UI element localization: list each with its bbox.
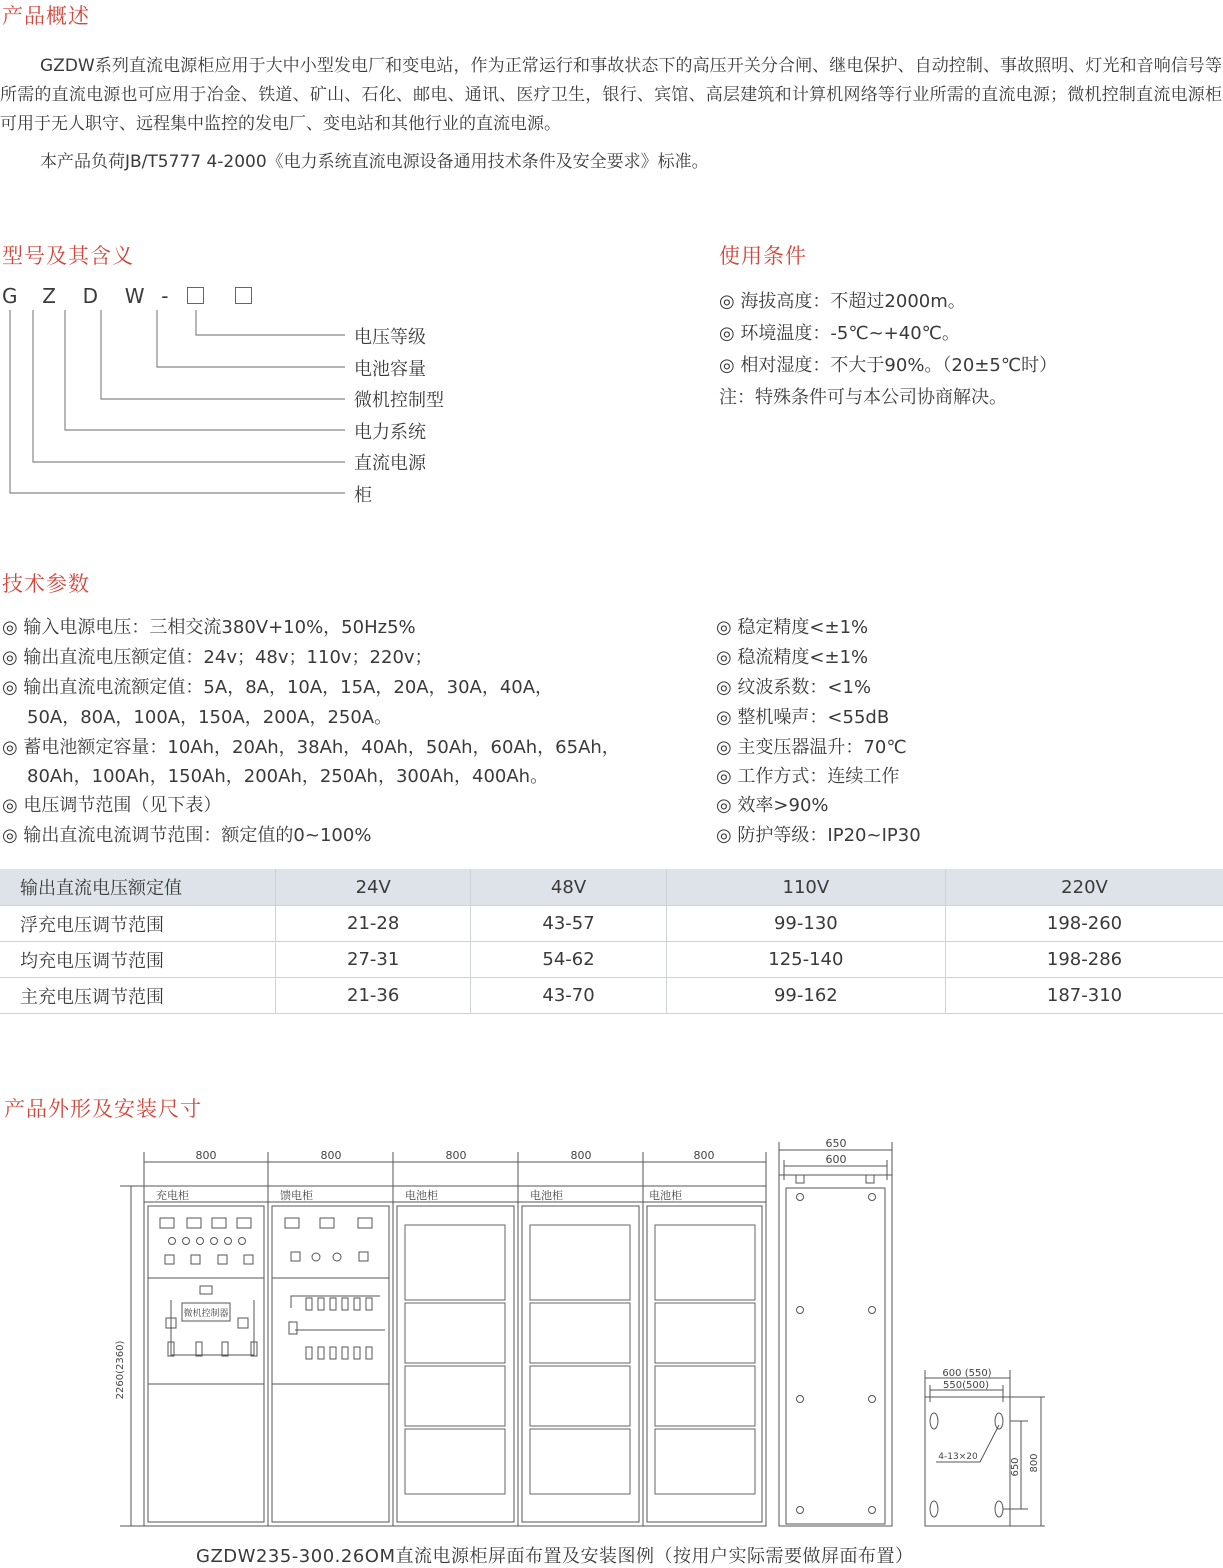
dim-base-holes: 4-13×20	[938, 1452, 978, 1462]
cabinet-label-charge: 充电柜	[156, 1189, 189, 1202]
table-row	[0, 978, 1223, 1014]
dim-height: 2260(2360)	[115, 1340, 126, 1400]
tech-right-1: ◎ 稳流精度<±1%	[716, 647, 869, 668]
table-cell: 125-140	[666, 942, 945, 978]
table-cell: 21-28	[276, 906, 471, 942]
model-letter-d: D	[82, 284, 99, 308]
meaning-voltage-grade: 电压等级	[354, 327, 426, 348]
tech-left-2: ◎ 输出直流电流额定值：5A，8A，10A，15A，20A，30A，40A，	[2, 677, 554, 698]
cabinet-label-feeder: 馈电柜	[280, 1189, 313, 1202]
voltage-range-table	[0, 869, 1223, 1014]
cabinet-layout-drawing	[0, 1130, 1223, 1530]
meaning-power-system: 电力系统	[354, 422, 426, 443]
model-dash: -	[161, 284, 169, 308]
model-letter-z: Z	[42, 284, 56, 308]
table-cell: 99-162	[666, 978, 945, 1014]
dim-side-inner: 600	[825, 1153, 847, 1166]
model-letter-w: W	[124, 284, 145, 308]
dim-width-1: 800	[195, 1149, 217, 1162]
tech-left-7: ◎ 输出直流电流调节范围：额定值的0~100%	[2, 825, 372, 846]
dim-base-h2: 800	[1029, 1453, 1040, 1473]
tech-left-3: 50A，80A，100A，150A，200A，250A。	[27, 707, 393, 728]
table-cell: 54-62	[471, 942, 666, 978]
model-heading: 型号及其含义	[2, 244, 134, 268]
table-cell: 27-31	[276, 942, 471, 978]
tech-right-5: ◎ 工作方式：连续工作	[716, 766, 900, 787]
table-cell: 浮充电压调节范围	[0, 906, 276, 942]
table-cell: 主充电压调节范围	[0, 978, 276, 1014]
table-header-cell: 220V	[946, 869, 1223, 906]
meaning-cabinet: 柜	[354, 485, 372, 506]
tech-left-0: ◎ 输入电源电压：三相交流380V+10%，50Hz5%	[2, 617, 416, 638]
table-cell: 21-36	[276, 978, 471, 1014]
tech-right-7: ◎ 防护等级：IP20~IP30	[716, 825, 921, 846]
dim-width-2: 800	[320, 1149, 342, 1162]
tech-left-1: ◎ 输出直流电压额定值：24v；48v；110v；220v；	[2, 647, 433, 668]
tech-right-0: ◎ 稳定精度<±1%	[716, 617, 869, 638]
drawing-heading: 产品外形及安装尺寸	[4, 1097, 202, 1121]
overview-paragraph: GZDW系列直流电源柜应用于大中小型发电厂和变电站，作为正常运行和事故状态下的高压开关分合闸、继电保护、自动控制、事故照明、灯光和音响信号等所需的直流电源也可应用于冶金、铁道、矿山、石化、邮电、通讯、医疗卫生，银行、宾馆、高层建筑和计算机网络等行业所需的直流电源；微机控制直流电源柜可用于无人职守、远程集中监控的发电厂、变电站和其他行业的直流电源。	[0, 56, 1222, 134]
tech-left-5: 80Ah，100Ah，150Ah，200Ah，250Ah，300Ah，400Ah。	[27, 766, 549, 787]
tech-right-4: ◎ 主变压器温升：70℃	[716, 737, 907, 758]
controller-label: 微机控制器	[183, 1309, 229, 1319]
tech-left-4: ◎ 蓄电池额定容量：10Ah，20Ah，38Ah，40Ah，50Ah，60Ah，65Ah，	[2, 737, 620, 758]
table-cell: 187-310	[946, 978, 1223, 1014]
overview-heading: 产品概述	[2, 4, 90, 28]
dim-width-5: 800	[693, 1149, 715, 1162]
condition-altitude: ◎ 海拔高度：不超过2000m。	[719, 291, 966, 312]
table-cell: 198-260	[946, 906, 1223, 942]
table-header-cell: 24V	[276, 869, 471, 906]
tech-right-6: ◎ 效率>90%	[716, 795, 829, 816]
table-cell: 43-57	[471, 906, 666, 942]
table-header-row	[0, 869, 1223, 906]
cabinet-label-battery-2: 电池柜	[530, 1189, 563, 1202]
meaning-microcontrol: 微机控制型	[354, 390, 444, 411]
condition-note: 注：特殊条件可与本公司协商解决。	[719, 387, 1007, 408]
cabinet-label-battery-3: 电池柜	[649, 1189, 682, 1202]
dim-base-w1: 600 (550)	[942, 1368, 992, 1379]
model-letter-g: G	[2, 284, 18, 308]
dim-width-4: 800	[570, 1149, 592, 1162]
table-row	[0, 906, 1223, 942]
table-header-cell: 48V	[471, 869, 666, 906]
tech-left-6: ◎ 电压调节范围（见下表）	[2, 795, 222, 816]
dim-width-3: 800	[445, 1149, 467, 1162]
table-row	[0, 942, 1223, 978]
cabinet-label-battery-1: 电池柜	[405, 1189, 438, 1202]
drawing-caption: GZDW235-300.26OM直流电源柜屏面布置及安装图例（按用户实际需要做屏面布置）	[196, 1546, 914, 1567]
table-cell: 198-286	[946, 942, 1223, 978]
meaning-battery-capacity: 电池容量	[354, 359, 426, 380]
condition-temperature: ◎ 环境温度：-5℃~+40℃。	[719, 323, 960, 344]
dim-side-outer: 650	[825, 1137, 847, 1150]
tech-right-2: ◎ 纹波系数：<1%	[716, 677, 872, 698]
conditions-heading: 使用条件	[719, 244, 807, 268]
tech-right-3: ◎ 整机噪声：<55dB	[716, 707, 890, 728]
table-cell: 43-70	[471, 978, 666, 1014]
table-cell: 99-130	[666, 906, 945, 942]
table-header-cell: 110V	[666, 869, 945, 906]
condition-humidity: ◎ 相对湿度：不大于90%。（20±5℃时）	[719, 355, 1058, 376]
dim-base-h1: 650	[1010, 1457, 1021, 1477]
table-header-cell: 输出直流电压额定值	[0, 869, 276, 906]
tech-heading: 技术参数	[2, 572, 90, 596]
standard-paragraph: 本产品负荷JB/T5777 4-2000《电力系统直流电源设备通用技术条件及安全要求》标准。	[40, 152, 709, 172]
dim-base-w2: 550(500)	[943, 1380, 989, 1391]
table-cell: 均充电压调节范围	[0, 942, 276, 978]
model-tree-lines	[0, 300, 360, 500]
meaning-dc-source: 直流电源	[354, 453, 426, 474]
